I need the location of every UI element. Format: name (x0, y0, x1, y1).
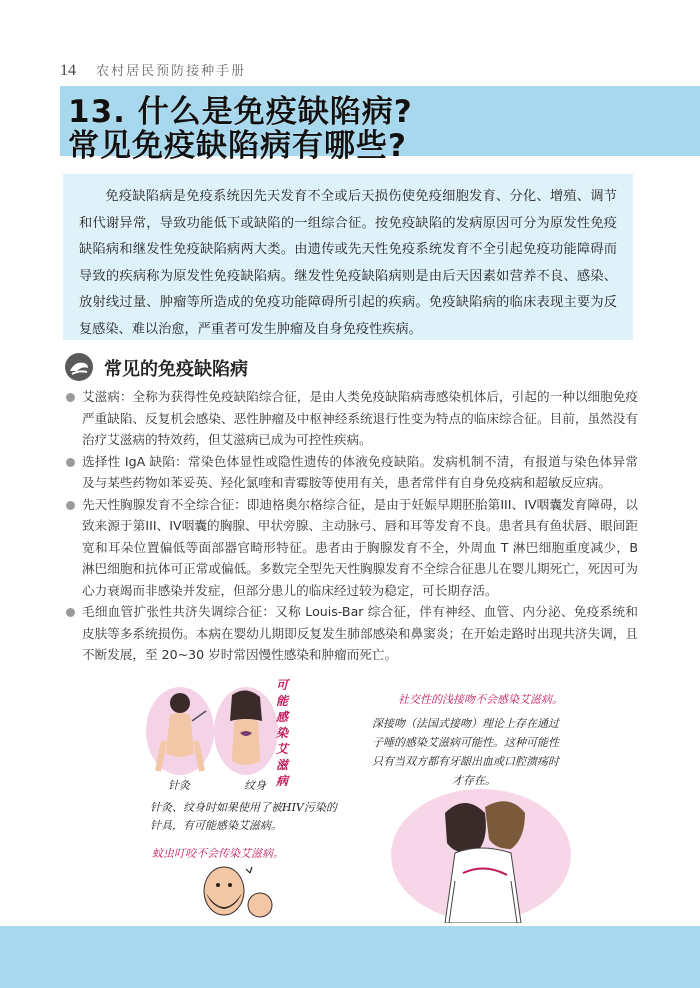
section-title: 常见的免疫缺陷病 (104, 359, 248, 380)
title-band (60, 86, 700, 164)
mosquito-caption: 蚊虫叮咬不会传染艾滋病。 (152, 847, 284, 860)
page-number: 14 (60, 62, 76, 79)
footer-band (0, 926, 700, 988)
intro-paragraph: 免疫缺陷病是免疫系统因先天发育不全或后天损伤使免疫细胞发育、分化、增殖、调节和代谢异常，导致功能低下或缺陷的一组综合征。按免疫缺陷的发病原因可分为原发性免疫缺陷病和继发性免疫缺陷病两大类。由遗传或先天性免疫系统发育不全引起免疫功能障碍而导致的疾病称为原发性免疫缺陷病。继发性免疫缺陷病则是由后天因素如营养不良、感染、放射线过量、肿瘤等所造成的免疫功能障碍所引起的疾病。免疫缺陷病的临床表现主要为反复感染、难以治愈，严重者可发生肿瘤及自身免疫性疾病。 (79, 189, 617, 337)
vertical-caption: 可能感染艾滋病 (276, 678, 289, 788)
title-line-1: 13. 什么是免疫缺陷病? (68, 94, 413, 130)
bald-man-illustration (196, 861, 286, 921)
list-item: 先天性胸腺发育不全综合征：即迪格奥尔格综合征，是由于妊娠早期胚胎第III、IV咽囊发育障碍，以致来源于第III、IV咽囊的胸腺、甲状旁腺、主动脉弓、唇和耳等发育不良。患者具有鱼状唇、眼间距宽和耳朵位置偏低等面部器官畸形特征。患者由于胸腺发育不全，外周血 T 淋巴细胞重度减少，B 淋巴细胞和抗体可正常或偏低。多数完全型先天性胸腺发育不全综合征患儿在婴儿期死亡，死因可为心力衰竭而非感染并发症，但部分患儿的临床经过较为稳定，可长期存活。 (66, 494, 638, 602)
label-acupuncture: 针灸 (168, 779, 190, 792)
couple-kissing-illustration (385, 783, 585, 923)
book-title: 农村居民预防接种手册 (96, 64, 247, 79)
kiss-line-3: 只有当双方都有牙龈出血或口腔溃疡时 (372, 755, 559, 768)
needle-caption-line-1: 针灸、纹身时如果使用了被HIV污染的 (150, 801, 337, 814)
kiss-line-4: 才存在。 (452, 774, 496, 787)
list-item: 毛细血管扩张性共济失调综合征：又称 Louis-Bar 综合征，伴有神经、血管、内分泌、免疫系统和皮肤等多系统损伤。本病在婴幼儿期即反复发生肺部感染和鼻窦炎；在开始走路时出现共济失调，且不断发展，至 20~30 岁时常因慢性感染和肿瘤而死亡。 (66, 601, 638, 666)
intro-box (63, 174, 633, 340)
kiss-line-1: 深接吻（法国式接吻）理论上存在通过 (372, 717, 559, 730)
label-tattoo: 纹身 (244, 779, 266, 792)
disease-list (66, 386, 638, 666)
acupuncture-tattoo-illustration (140, 681, 290, 781)
needle-caption-line-2: 针具，有可能感染艾滋病。 (150, 819, 282, 832)
list-item: 艾滋病：全称为获得性免疫缺陷综合征，是由人类免疫缺陷病毒感染机体后，引起的一种以细胞免疫严重缺陷、反复机会感染、恶性肿瘤及中枢神经系统退行性变为特点的临床综合征。目前，虽然没有治疗艾滋病的特效药，但艾滋病已成为可控性疾病。 (66, 386, 638, 451)
title-line-2: 常见免疫缺陷病有哪些? (68, 128, 407, 164)
list-item: 选择性 IgA 缺陷：常染色体显性或隐性遗传的体液免疫缺陷。发病机制不清，有报道与染色体异常及与某些药物如苯妥英、羟化氯喹和青霉胺等使用有关，患者常伴有自身免疫病和超敏反应病。 (66, 451, 638, 494)
kiss-line-2: 子唾的感染艾滋病可能性。这种可能性 (372, 736, 559, 749)
section-icon (64, 352, 94, 382)
illustrations (0, 675, 700, 925)
kiss-title: 社交性的浅接吻不会感染艾滋病。 (398, 693, 563, 706)
running-header (60, 60, 246, 80)
